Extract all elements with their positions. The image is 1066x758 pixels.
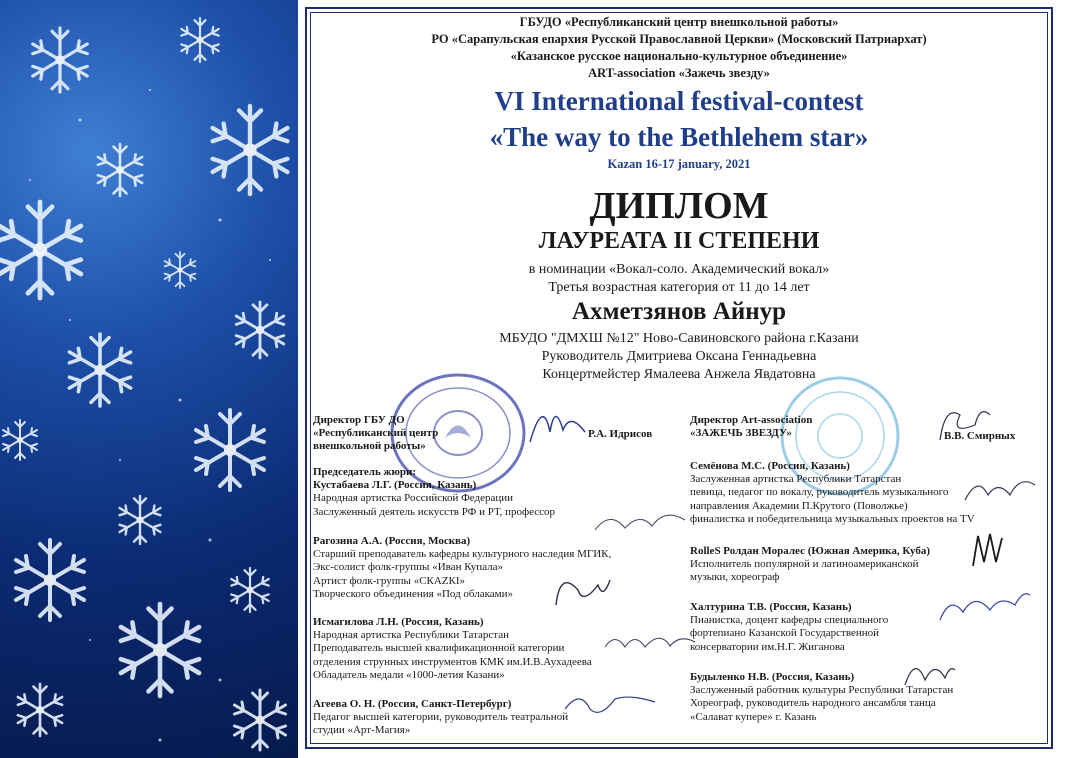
signature-icon: [900, 650, 960, 695]
left-director-line: Директор ГБУ ДО: [313, 414, 405, 426]
jury-member-name: Кустабаева Л.Г. (Россия, Казань): [313, 479, 477, 492]
jury-member-desc: Заслуженный работник культуры Республики Татарстан: [690, 684, 954, 697]
header-org-line-3: «Казанское русское национально-культурное объединение»: [510, 49, 848, 63]
signature-icon: [960, 465, 1040, 510]
jury-member-desc: «Салават купере» г. Казань: [690, 710, 817, 723]
left-director-line: «Республиканский центр: [313, 427, 439, 440]
jury-member-desc: музыки, хореограф: [690, 571, 780, 584]
supervisor: Руководитель Дмитриева Оксана Геннадьевна: [541, 349, 817, 364]
festival-name: «The way to the Bethlehem star»: [489, 122, 869, 152]
jury-member-name: Халтурина Т.В. (Россия, Казань): [690, 601, 852, 613]
signature-icon: [548, 565, 618, 615]
right-director-line: «ЗАЖЕЧЬ ЗВЕЗДУ»: [690, 427, 792, 440]
jury-member-desc: Творческого объединения «Под облаками»: [313, 587, 514, 600]
jury-member-desc: Преподаватель высшей квалификационной категории: [313, 642, 565, 655]
jury-member-desc: Обладатель медали «1000-летия Казани»: [313, 668, 505, 681]
snowflake-icon: [0, 0, 298, 758]
jury-member-block: [690, 671, 1048, 724]
jury-member-desc: фортепиано Казанской Государственной: [690, 627, 880, 640]
jury-member-desc: Народная артистка Российской Федерации: [313, 492, 514, 505]
jury-member-desc: Исполнитель популярной и латиноамериканской: [690, 558, 919, 571]
jury-member-desc: консерватории им.Н.Г. Жиганова: [690, 640, 845, 653]
place-date: Kazan 16-17 january, 2021: [607, 157, 751, 171]
jury-member-desc: Пианистка, доцент кафедры специального: [690, 614, 889, 627]
diploma-title: ДИПЛОМ: [589, 185, 769, 227]
jury-member-name: Будыленко Н.В. (Россия, Казань): [690, 671, 855, 683]
signature-icon: [600, 622, 700, 662]
accompanist: Концертмейстер Ямалеева Анжела Явдатовна: [542, 367, 816, 382]
left-director-line: внешкольной работы»: [313, 440, 426, 453]
school: МБУДО "ДМХШ №12" Ново-Савиновского района г.Казани: [499, 331, 859, 346]
jury-member-desc: финалистка и победительница музыкальных проектов на TV: [690, 512, 975, 525]
jury-member-desc: студии «Арт-Магия»: [313, 724, 411, 737]
signature-icon: [590, 500, 690, 540]
age-category: Третья возрастная категория от 11 до 14 лет: [548, 280, 810, 295]
nomination: в номинации «Вокал-соло. Академический вокал»: [528, 262, 830, 277]
right-director-name: В.В. Смирных: [944, 430, 1016, 442]
jury-member-desc: певица, педагог по вокалу, руководитель музыкального: [690, 486, 949, 499]
jury-member-desc: Хореограф, руководитель народного ансамбля танца: [690, 697, 936, 710]
snowflake-decoration-panel: [0, 0, 298, 758]
jury-member-name: Председатель жюри:: [313, 466, 417, 478]
jury-member-name: Исмагилова Л.Н. (Россия, Казань): [313, 616, 484, 628]
header-org-line-1: ГБУДО «Республиканский центр внешкольной работы»: [519, 15, 839, 29]
header-org-line-4: ART-association «Зажечь звезду»: [588, 66, 770, 80]
jury-member-block: [313, 535, 693, 601]
jury-member-desc: отделения струнных инструментов КМК им.И.В.Аухадеева: [313, 655, 592, 668]
jury-member-name: Рагозина А.А. (Россия, Москва): [313, 535, 471, 547]
signature-icon: [935, 580, 1035, 630]
right-director-line: Директор Art-association: [690, 414, 813, 426]
jury-member-name: Семёнова М.С. (Россия, Казань): [690, 460, 850, 472]
jury-member-desc: Народная артистка Республики Татарстан: [313, 629, 510, 642]
signature-icon: [968, 528, 1008, 573]
jury-member-desc: Старший преподаватель кафедры культурного наследия МГИК,: [313, 548, 612, 561]
jury-member-name: Агеева О. Н. (Россия, Санкт-Петербург): [313, 698, 512, 710]
jury-member-desc: Педагог высшей категории, руководитель театральной: [313, 711, 569, 724]
diploma-degree: ЛАУРЕАТА II СТЕПЕНИ: [538, 228, 820, 254]
recipient-name: Ахметзянов Айнур: [571, 298, 787, 325]
left-director-name: Р.А. Идрисов: [588, 428, 653, 440]
jury-member-desc: Экс-солист фолк-группы «Иван Купала»: [313, 561, 503, 574]
jury-member-name: RolleS Ролдан Моралес (Южная Америка, Куба): [690, 545, 931, 557]
festival-line: VI International festival-contest: [494, 86, 864, 116]
signature-icon: [525, 392, 595, 452]
jury-member-desc: Заслуженный деятель искусств РФ и РТ, профессор: [313, 505, 556, 518]
signature-icon: [560, 684, 660, 724]
signature-icon: [930, 395, 1000, 455]
jury-member-desc: Заслуженная артистка Республики Татарстан: [690, 473, 902, 486]
header-org-line-2: РО «Сарапульская епархия Русской Православной Церкви» (Московский Патриархат): [431, 32, 927, 46]
jury-member-desc: направления Академии П.Крутого (Поволжье): [690, 499, 908, 512]
jury-member-desc: Артист фолк-группы «СКАZКI»: [313, 574, 466, 587]
